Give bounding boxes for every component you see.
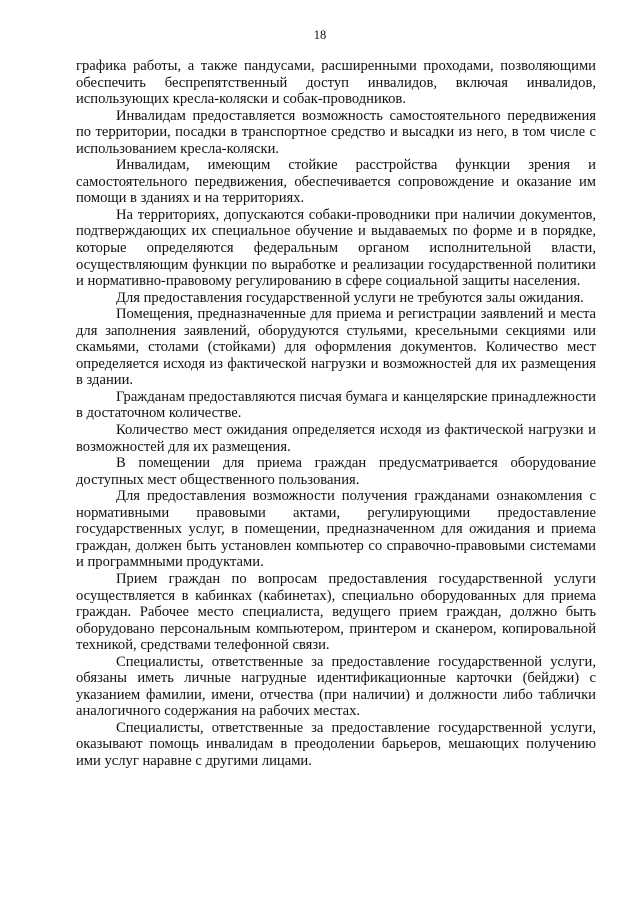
paragraph-reception-premises: Помещения, предназначенные для приема и регистрации заявлений и места для заполнения заявлений, оборудуются стульями, кресельными секциями или скамьями, столами (стойками) для оформления документов. Количество мест определяется исходя из фактической нагрузки и возможностей для их размещения в здании. (76, 306, 596, 389)
paragraph-guide-dogs: На территориях, допускаются собаки-проводники при наличии документов, подтверждающих их специальное обучение и выдаваемых по форме и в порядке, которые определяются федеральным органом исполнительной власти, осуществляющим функции по выработке и реализации государственной политики и нормативно-правовому регулированию в сфере социальной защиты населения. (76, 206, 596, 290)
paragraph-reception-cabins: Прием граждан по вопросам предоставления государственной услуги осуществляется в кабинках (кабинетах), специально оборудованных для приема граждан. Рабочее место специалиста, ведущего прием граждан, должно быть оборудовано персональным компьютером, принтером и сканером, копировальной техникой, средствами телефонной связи. (76, 570, 596, 654)
paragraph-public-facilities: В помещении для приема граждан предусматривается оборудование доступных мест общественного пользования. (76, 455, 596, 488)
page-number: 18 (313, 28, 327, 42)
paragraph-stationery: Гражданам предоставляются писчая бумага и канцелярские принадлежности в достаточном количестве. (76, 388, 596, 422)
paragraph-mobility-access: Инвалидам предоставляется возможность самостоятельного передвижения по территории, посадки в транспортное средство и высадки из него, в том числе с использованием кресла-коляски. (76, 107, 596, 157)
paragraph-escort-assistance: Инвалидам, имеющим стойкие расстройства функции зрения и самостоятельного передвижения, обеспечивается сопровождение и оказание им помощи в зданиях и на территориях. (76, 157, 596, 207)
paragraph-waiting-halls: Для предоставления государственной услуги не требуются залы ожидания. (116, 289, 584, 306)
paragraph-legal-info-computer: Для предоставления возможности получения гражданами ознакомления с нормативными правовыми актами, регулирующими предоставление государственных услуг, в помещении, предназначенном для ожидания и приема граждан, должен быть установлен компьютер со справочно-правовыми системами и программными продуктами. (76, 488, 596, 571)
paragraph-continuation: графика работы, а также пандусами, расширенными проходами, позволяющими обеспечить беспрепятственный доступ инвалидов, включая инвалидов, использующих кресла-коляски и собак-проводников. (76, 58, 596, 108)
paragraph-badges: Специалисты, ответственные за предоставление государственной услуги, обязаны иметь личные нагрудные идентификационные карточки (бейджи) с указанием фамилии, имени, отчества (при наличии) и должности либо таблички аналогичного содержания на рабочих местах. (76, 653, 596, 720)
document-body (76, 58, 596, 770)
paragraph-barrier-assistance: Специалисты, ответственные за предоставление государственной услуги, оказывают помощь инвалидам в преодолении барьеров, мешающих получению ими услуг наравне с другими лицами. (76, 719, 596, 769)
paragraph-waiting-places: Количество мест ожидания определяется исходя из фактической нагрузки и возможностей для их размещения. (76, 422, 596, 455)
